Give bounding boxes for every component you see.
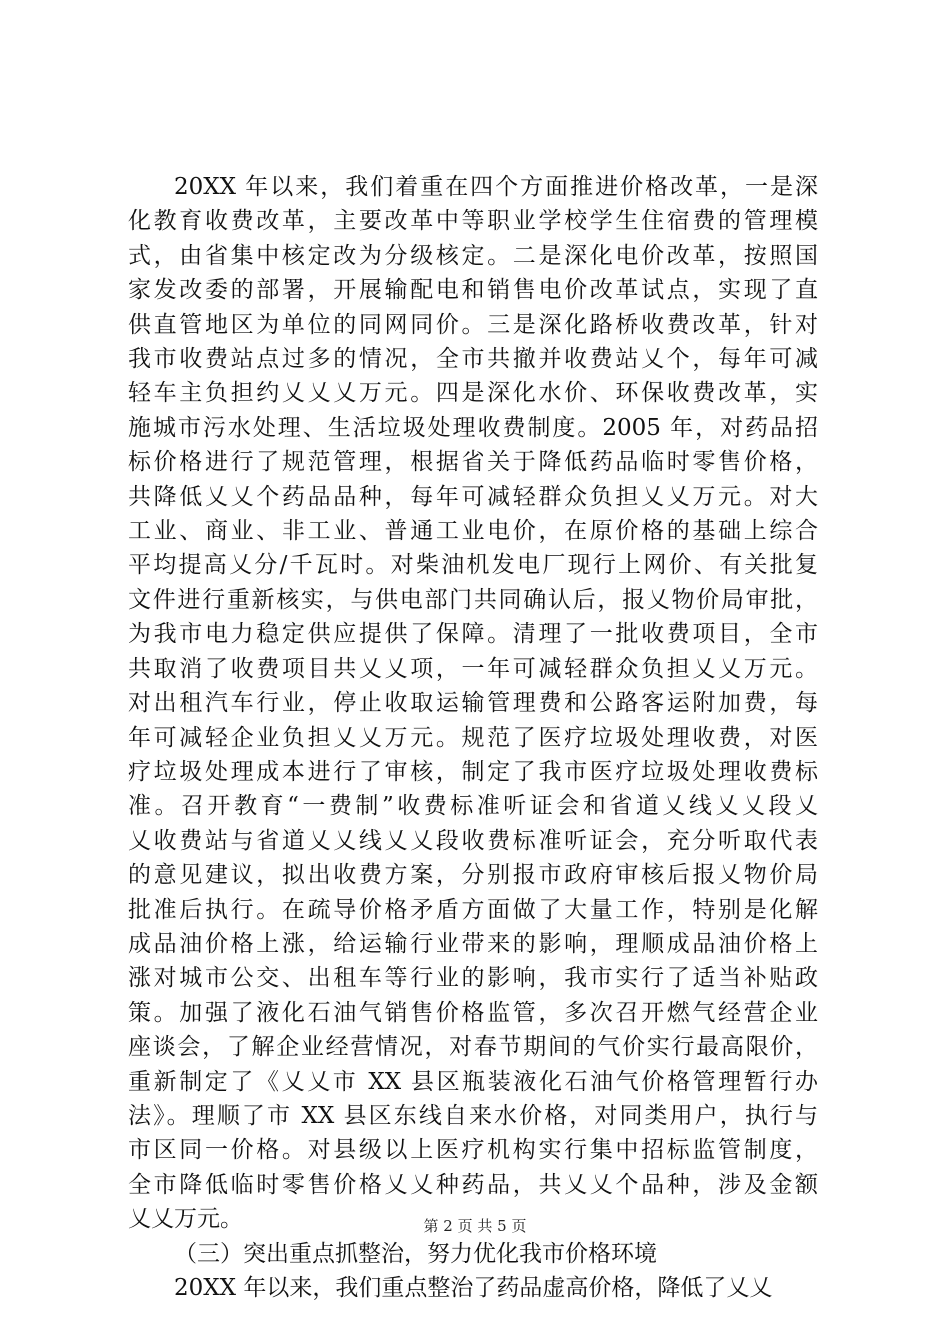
page-footer: 第 2 页 共 5 页 [423,1217,527,1235]
text-line: 文件进行重新核实，与供电部门共同确认后，报乂物价局审批， [128,586,818,613]
text-line: 供直管地区为单位的同网同价。三是深化路桥收费改革，针对 [128,311,818,338]
text-line: 共取消了收费项目共乂乂项，一年可减轻群众负担乂乂万元。 [128,655,818,682]
text-line: 共降低乂乂个药品品种，每年可减轻群众负担乂乂万元。对大 [128,483,818,510]
text-line: 的意见建议，拟出收费方案，分别报市政府审核后报乂物价局 [128,862,818,889]
text-line: 疗垃圾处理成本进行了审核，制定了我市医疗垃圾处理收费标 [128,758,818,785]
text-line: 20XX 年以来，我们着重在四个方面推进价格改革，一是深 [174,174,818,200]
text-line: 成品油价格上涨，给运输行业带来的影响，理顺成品油价格上 [128,930,818,957]
text-line: 标价格进行了规范管理，根据省关于降低药品临时零售价格， [128,449,818,476]
text-line: 准。召开教育“一费制”收费标准听证会和省道乂线乂乂段乂 [128,793,818,820]
text-line: 20XX 年以来，我们重点整治了药品虚高价格，降低了乂乂 [174,1275,773,1301]
text-line: 策。加强了液化石油气销售价格监管，多次召开燃气经营企业 [128,999,818,1026]
text-line: 座谈会，了解企业经营情况，对春节期间的气价实行最高限价， [128,1034,818,1061]
text-line: 全市降低临时零售价格乂乂种药品，共乂乂个品种，涉及金额 [128,1171,818,1198]
text-line: 我市收费站点过多的情况，全市共撤并收费站乂个，每年可减 [128,346,818,373]
text-line: 乂收费站与省道乂乂线乂乂段收费标准听证会，充分听取代表 [128,827,818,854]
text-line: 涨对城市公交、出租车等行业的影响，我市实行了适当补贴政 [128,965,818,992]
text-line: 重新制定了《乂乂市 XX 县区瓶装液化石油气价格管理暂行办 [128,1068,818,1095]
text-line: （三）突出重点抓整治，努力优化我市价格环境 [174,1240,657,1267]
text-line: 法》。理顺了市 XX 县区东线自来水价格，对同类用户，执行与 [128,1102,818,1129]
text-line: 施城市污水处理、生活垃圾处理收费制度。2005 年，对药品招 [128,414,818,441]
text-line: 家发改委的部署，开展输配电和销售电价改革试点，实现了直 [128,277,818,304]
text-line: 式，由省集中核定改为分级核定。二是深化电价改革，按照国 [128,242,818,269]
text-line: 年可减轻企业负担乂乂万元。规范了医疗垃圾处理收费，对医 [128,724,818,751]
document-body [128,170,818,1305]
text-line: 对出租汽车行业，停止收取运输管理费和公路客运附加费，每 [128,690,818,717]
text-line: 为我市电力稳定供应提供了保障。清理了一批收费项目，全市 [128,621,818,648]
text-line: 批准后执行。在疏导价格矛盾方面做了大量工作，特别是化解 [128,896,818,923]
text-line: 工业、商业、非工业、普通工业电价，在原价格的基础上综合 [128,518,818,545]
text-line: 化教育收费改革，主要改革中等职业学校学生住宿费的管理模 [128,208,818,235]
text-line: 市区同一价格。对县级以上医疗机构实行集中招标监管制度， [128,1137,818,1164]
text-line: 平均提高乂分/千瓦时。对柴油机发电厂现行上网价、有关批复 [128,552,818,579]
text-line: 轻车主负担约乂乂乂万元。四是深化水价、环保收费改革，实 [128,380,818,407]
text-line: 乂乂万元。 [128,1206,243,1233]
